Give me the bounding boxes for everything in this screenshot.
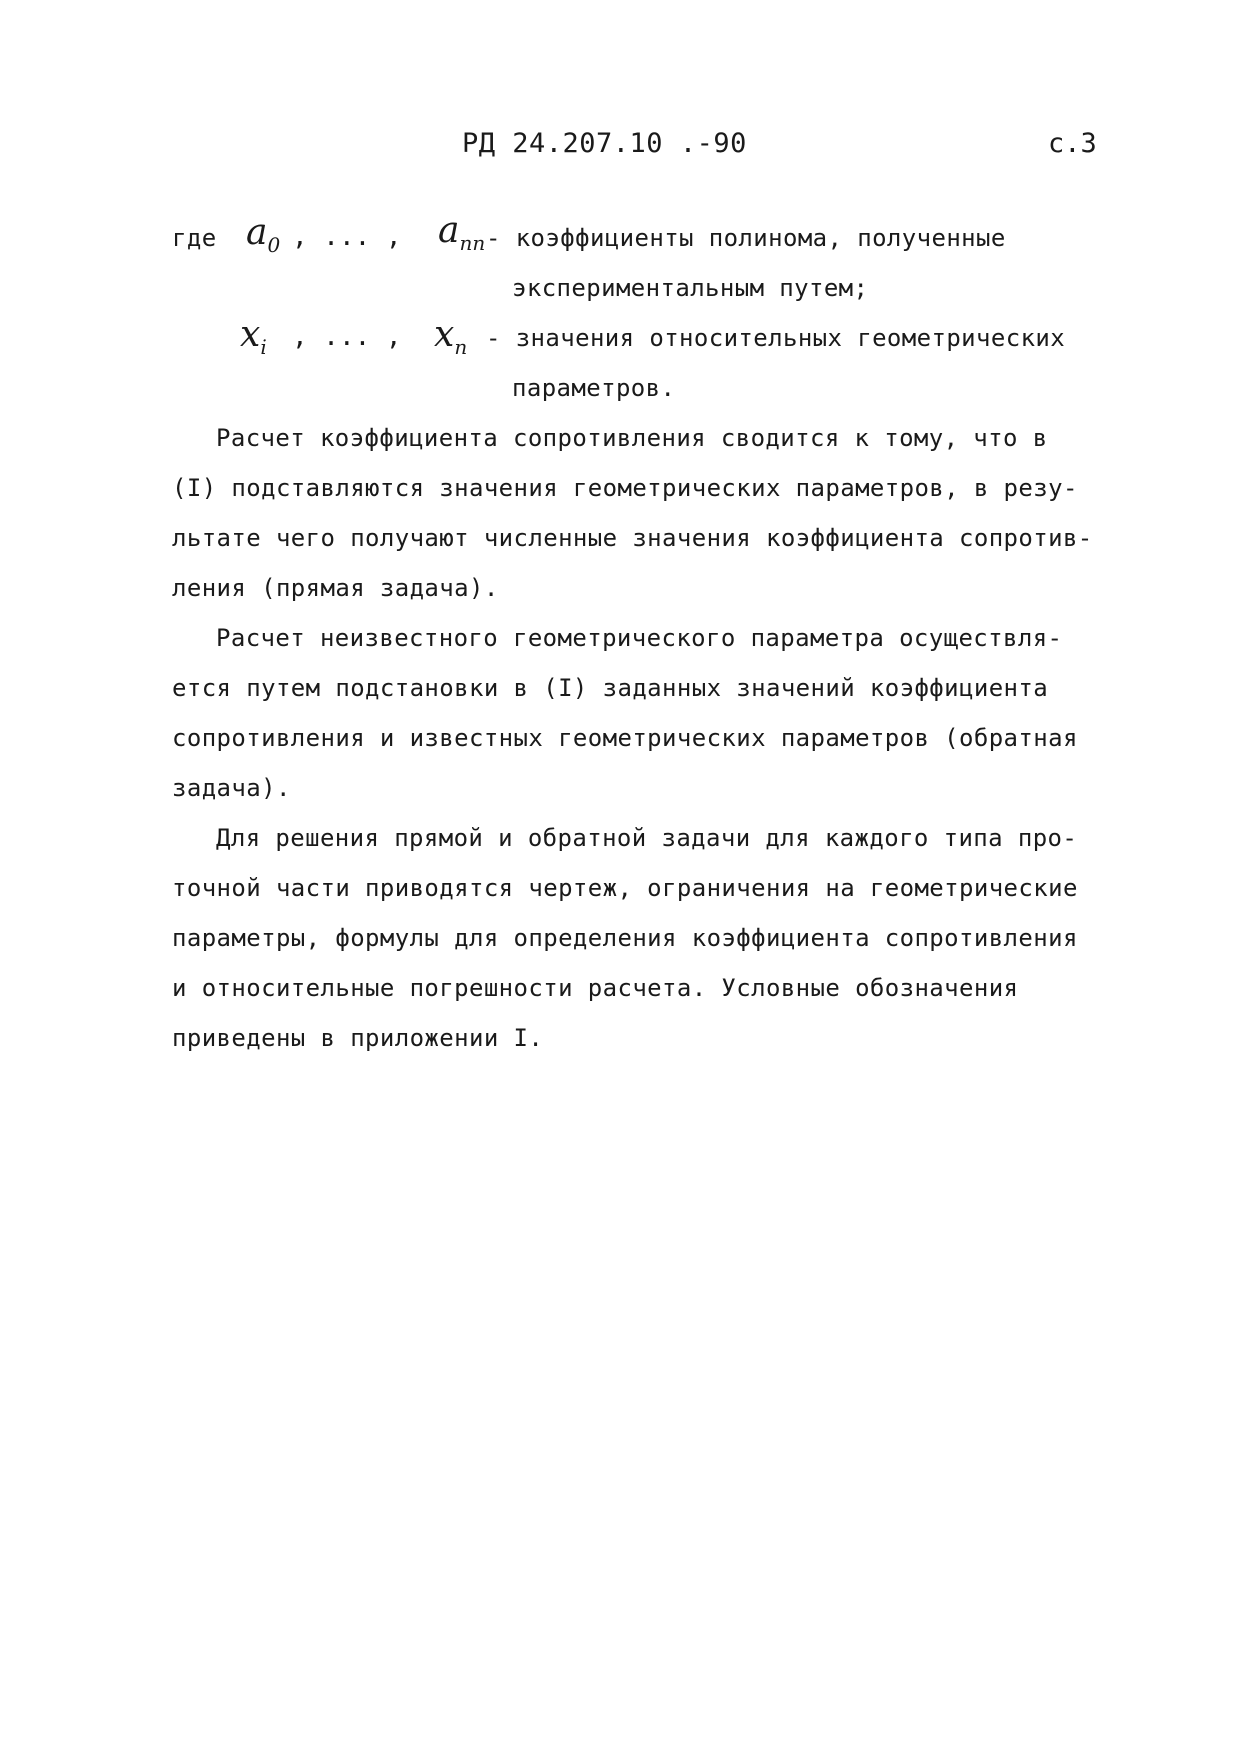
coef-range-dots: , ... ,	[292, 222, 402, 252]
var-range-dots: , ... ,	[292, 322, 402, 352]
page-number: с.3	[1048, 128, 1097, 159]
paragraph-2-line: задача).	[172, 774, 291, 802]
var-last-symbol: $x_n$	[434, 314, 468, 360]
paragraph-3-line: параметры, формулы для определения коэффициента сопротивления	[172, 924, 1078, 952]
paragraph-3-line: Для решения прямой и обратной задачи для каждого типа про-	[216, 824, 1078, 852]
coef-description-line-2: экспериментальным путем;	[512, 274, 869, 302]
paragraph-2-line: ется путем подстановки в (I) заданных значений коэффициента	[172, 674, 1049, 702]
paragraph-3-line: приведены в приложении I.	[172, 1024, 544, 1052]
coef-last-symbol: $a_{nn}$	[438, 210, 486, 256]
paragraph-2-line: Расчет неизвестного геометрического параметра осуществля-	[216, 624, 1063, 652]
var-first-symbol: $x_i$	[240, 314, 267, 360]
paragraph-2-line: сопротивления и известных геометрических параметров (обратная	[172, 724, 1078, 752]
paragraph-1-line: ления (прямая задача).	[172, 574, 499, 602]
paragraph-3-line: и относительные погрешности расчета. Условные обозначения	[172, 974, 1019, 1002]
var-description-line-2: параметров.	[512, 374, 676, 402]
coef-description-line-1: - коэффициенты полинома, полученные	[486, 224, 1006, 252]
paragraph-1-line: (I) подставляются значения геометрических параметров, в резу-	[172, 474, 1078, 502]
where-word: где	[172, 224, 217, 252]
paragraph-1-line: Расчет коэффициента сопротивления сводится к тому, что в	[216, 424, 1048, 452]
document-code: РД 24.207.10 .-90	[462, 128, 747, 159]
coef-first-symbol: $a_0$	[246, 212, 281, 258]
var-description-line-1: - значения относительных геометрических	[486, 324, 1066, 352]
paragraph-1-line: льтате чего получают численные значения коэффициента сопротив-	[172, 524, 1093, 552]
paragraph-3-line: точной части приводятся чертеж, ограничения на геометрические	[172, 874, 1078, 902]
